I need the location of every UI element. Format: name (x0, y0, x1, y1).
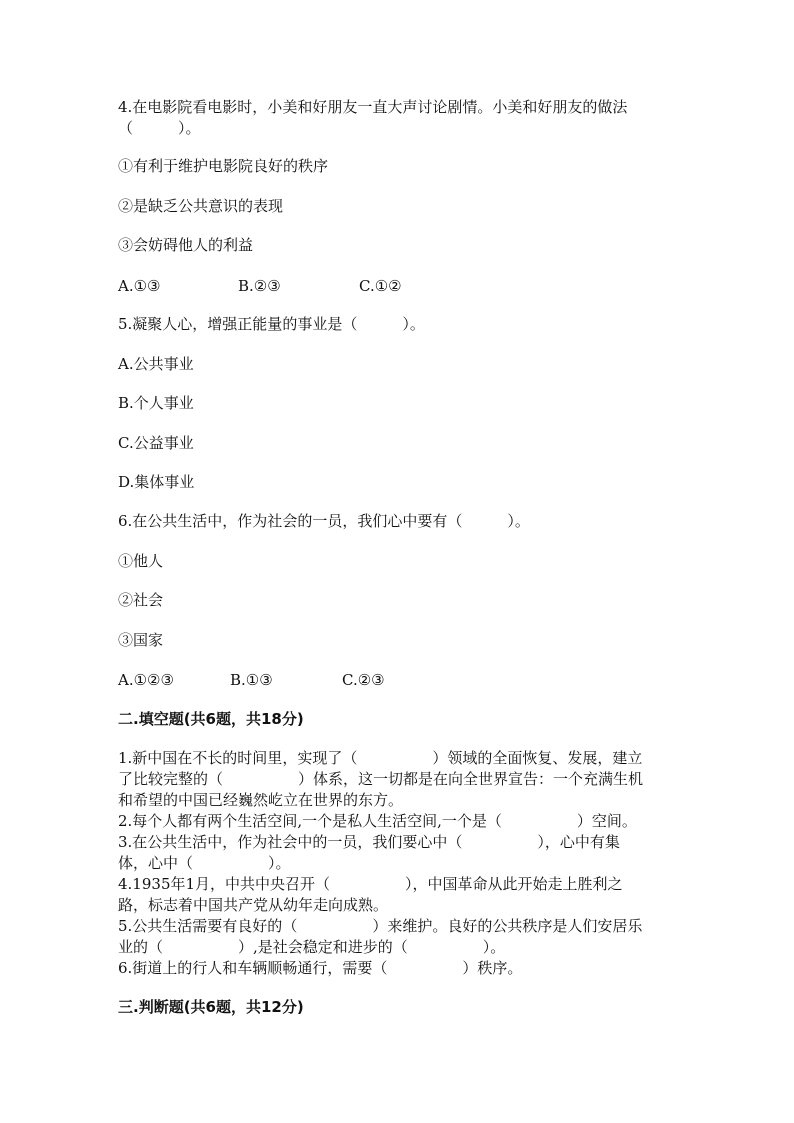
fill-line-8: 路，标志着中国共产党从幼年走向成熟。 (118, 896, 389, 914)
q5-option-d: D.集体事业 (118, 473, 195, 491)
q6-item-2: ②社会 (118, 591, 164, 609)
q4-item-3: ③会妨碍他人的利益 (118, 236, 254, 254)
q5-option-c: C.公益事业 (118, 434, 194, 452)
section2-heading: 二.填空题(共6题，共18分) (118, 710, 304, 728)
section3-heading: 三.判断题(共6题，共12分) (118, 998, 304, 1016)
q6-item-1: ①他人 (118, 552, 164, 570)
q6-item-3: ③国家 (118, 631, 164, 649)
q6-stem: 6.在公共生活中，作为社会的一员，我们心中要有（ ）。 (118, 512, 530, 530)
q6-option-b: B.①③ (230, 671, 273, 689)
q5-option-a: A.公共事业 (118, 355, 194, 373)
q6-option-a: A.①②③ (118, 671, 174, 689)
fill-line-2: 了比较完整的（ ）体系，这一切都是在向全世界宣告：一个充满生机 (118, 770, 644, 788)
fill-line-4: 2.每个人都有两个生活空间,一个是私人生活空间,一个是（ ）空间。 (118, 812, 637, 830)
q4-item-1: ①有利于维护电影院良好的秩序 (118, 157, 329, 175)
q6-option-c: C.②③ (342, 671, 385, 689)
fill-line-7: 4.1935年1月，中共中央召开（ ），中国革命从此开始走上胜利之 (118, 875, 623, 893)
fill-line-5: 3.在公共生活中，作为社会中的一员，我们要心中（ ），心中有集 (118, 833, 620, 851)
fill-line-10: 业的（ ）,是社会稳定和进步的（ ）。 (118, 938, 506, 956)
q4-stem-line2: （ ）。 (118, 119, 201, 137)
fill-line-11: 6.街道上的行人和车辆顺畅通行，需要（ ）秩序。 (118, 959, 523, 977)
fill-line-6: 体，心中（ ）。 (118, 854, 291, 872)
q4-item-2: ②是缺乏公共意识的表现 (118, 197, 284, 215)
q5-option-b: B.个人事业 (118, 394, 194, 412)
fill-line-9: 5.公共生活需要有良好的（ ）来维护。良好的公共秩序是人们安居乐 (118, 917, 643, 935)
q4-stem-line1: 4.在电影院看电影时，小美和好朋友一直大声讨论剧情。小美和好朋友的做法 (118, 98, 628, 116)
q4-option-c: C.①② (359, 277, 402, 295)
q5-stem: 5.凝聚人心，增强正能量的事业是（ ）。 (118, 315, 425, 333)
fill-line-1: 1.新中国在不长的时间里，实现了（ ）领域的全面恢复、发展，建立 (118, 749, 643, 767)
q4-option-b: B.②③ (238, 277, 281, 295)
q4-option-a: A.①③ (118, 277, 161, 295)
fill-line-3: 和希望的中国已经巍然屹立在世界的东方。 (118, 791, 404, 809)
